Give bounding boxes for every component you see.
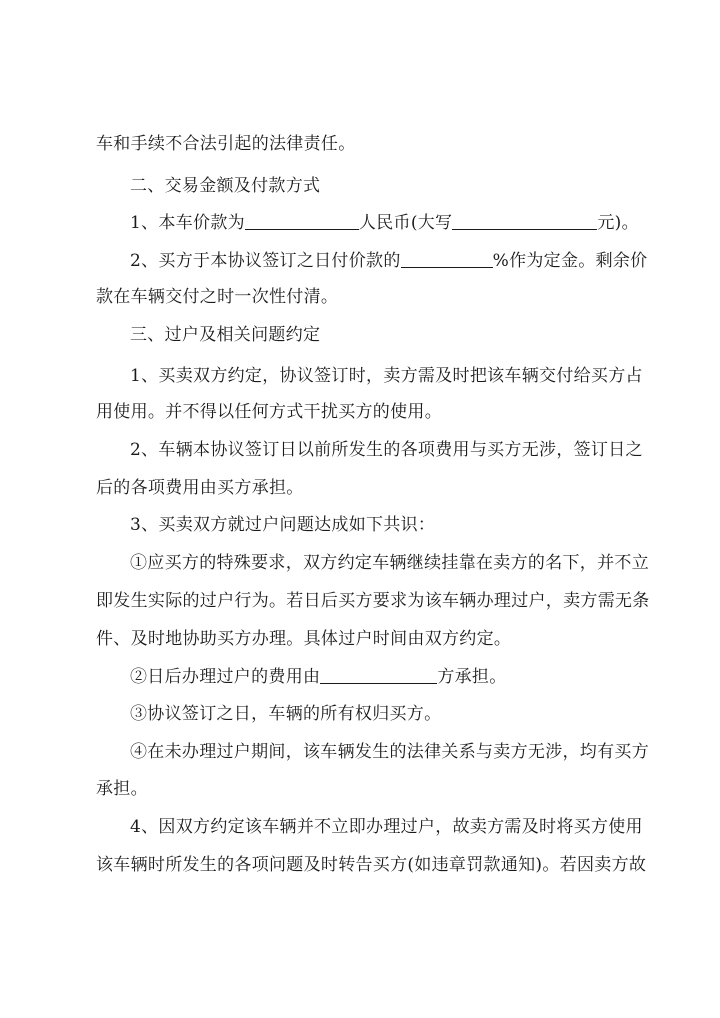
paragraph-line: ③协议签订之日，车辆的所有权归买方。 (130, 704, 442, 724)
paragraph-line: 后的各项费用由买方承担。 (96, 478, 304, 498)
paragraph-line: 3、买卖双方就过户问题达成如下共识： (130, 515, 436, 535)
price-line (130, 212, 639, 233)
price-suffix: 元)。 (597, 213, 639, 233)
fee-suffix: 方承担。 (437, 667, 507, 687)
price-prefix: 1、本车价款为 (130, 213, 245, 233)
paragraph-line: 1、买卖双方约定，协议签订时，卖方需及时把该车辆交付给买方占 (130, 366, 643, 386)
deposit-prefix: 2、买方于本协议签订之日付价款的 (130, 251, 401, 271)
price-blank (245, 212, 359, 230)
section-heading-3: 三、过户及相关问题约定 (130, 325, 321, 345)
price-words-blank (452, 212, 597, 230)
section-heading-2: 二、交易金额及付款方式 (130, 176, 321, 196)
paragraph-line: 该车辆时所发生的各项问题及时转告买方(如违章罚款通知)。若因卖方故 (96, 855, 647, 875)
paragraph-line: ①应买方的特殊要求，双方约定车辆继续挂靠在卖方的名下，并不立 (130, 553, 649, 573)
paragraph-line: 款在车辆交付之时一次性付清。 (96, 287, 339, 307)
fee-prefix: ②日后办理过户的费用由 (130, 667, 321, 687)
price-middle: 人民币(大写 (358, 213, 453, 233)
deposit-suffix: %作为定金。剩余价 (492, 251, 648, 271)
paragraph-line: ④在未办理过户期间，该车辆发生的法律关系与卖方无涉，均有买方 (130, 742, 649, 762)
paragraph-line: 用使用。并不得以任何方式干扰买方的使用。 (96, 402, 442, 422)
deposit-percent-blank (401, 250, 493, 268)
paragraph-line: 4、因双方约定该车辆并不立即办理过户，故卖方需及时将买方使用 (130, 817, 643, 837)
deposit-line (130, 250, 647, 271)
paragraph-line: 车和手续不合法引起的法律责任。 (96, 134, 356, 154)
fee-party-blank (320, 666, 437, 684)
paragraph-line: 即发生实际的过户行为。若日后买方要求为该车辆办理过户，卖方需无条 (96, 591, 650, 611)
fee-line (130, 666, 507, 687)
paragraph-line: 件、及时地协助买方办理。具体过户时间由双方约定。 (96, 629, 512, 649)
paragraph-line: 承担。 (96, 779, 148, 799)
paragraph-line: 2、车辆本协议签订日以前所发生的各项费用与买方无涉，签订日之 (130, 440, 643, 460)
